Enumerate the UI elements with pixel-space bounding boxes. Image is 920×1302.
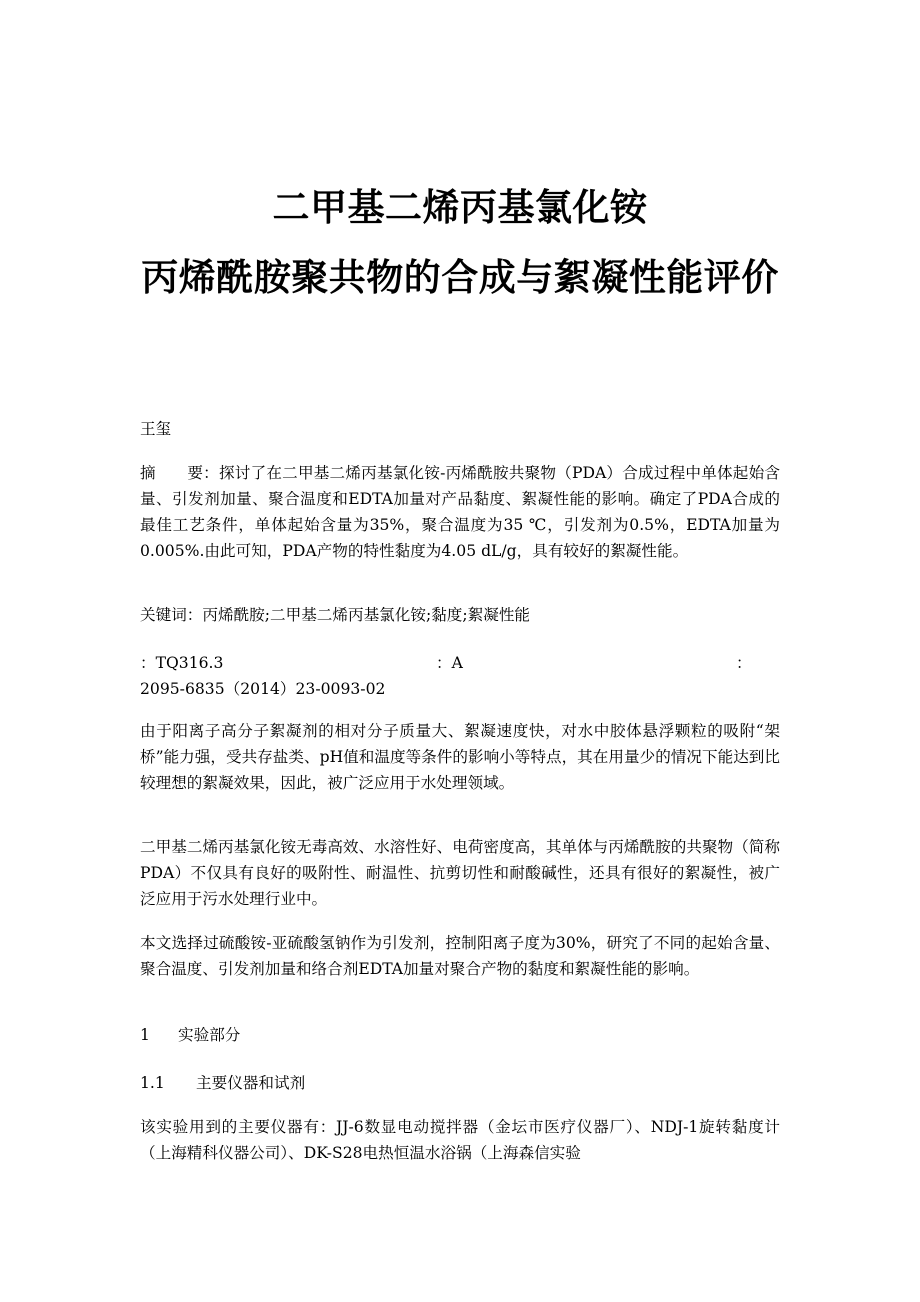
title-line-1: 二甲基二烯丙基氯化铵 xyxy=(272,186,648,229)
section-title: 实验部分 xyxy=(178,1026,241,1044)
author: 王玺 xyxy=(140,420,172,438)
body-paragraph-4: 该实验用到的主要仪器有：JJ-6数显电动搅拌器（金坛市医疗仪器厂）、NDJ-1旋转黏度计（上海精科仪器公司）、DK-S28电热恒温水浴锅（上海森信实验 xyxy=(140,1118,780,1162)
keywords: 关键词：丙烯酰胺;二甲基二烯丙基氯化铵;黏度;絮凝性能 xyxy=(140,606,531,624)
section-heading-1 xyxy=(140,1022,780,1048)
subsection-number: 1.1 xyxy=(140,1074,165,1092)
body-paragraph-3: 本文选择过硫酸铵-亚硫酸氢钠作为引发剂，控制阳离子度为30%，研究了不同的起始含量、聚合温度、引发剂加量和络合剂EDTA加量对聚合产物的黏度和絮凝性能的影响。 xyxy=(140,934,780,978)
clc-number: ：TQ316.3 xyxy=(140,654,224,672)
body-paragraph-2: 二甲基二烯丙基氯化铵无毒高效、水溶性好、电荷密度高，其单体与丙烯酰胺的共聚物（简称PDA）不仅具有良好的吸附性、耐温性、抗剪切性和耐酸碱性，还具有很好的絮凝性，被广泛应用于污水处理行业中。 xyxy=(140,838,780,908)
section-heading-1-1 xyxy=(140,1070,780,1096)
article-number: 2095-6835（2014）23-0093-02 xyxy=(140,680,386,698)
subsection-title: 主要仪器和试剂 xyxy=(196,1074,306,1092)
title-line-2: 丙烯酰胺聚共物的合成与絮凝性能评价 xyxy=(141,256,779,299)
abstract: 摘 要：探讨了在二甲基二烯丙基氯化铵-丙烯酰胺共聚物（PDA）合成过程中单体起始含量、引发剂加量、聚合温度和EDTA加量对产品黏度、絮凝性能的影响。确定了PDA合成的最佳工艺条件，单体起始含量为35%，聚合温度为35 ℃，引发剂为0.5%，EDTA加量为0.005%.由此可知，PDA产物的特性黏度为4.05 dL/g，具有较好的絮凝性能。 xyxy=(140,464,780,560)
classification-row xyxy=(140,650,780,676)
document-code: ：A xyxy=(436,654,463,672)
section-number: 1 xyxy=(140,1026,150,1044)
article-label: ： xyxy=(736,654,752,672)
body-paragraph-1: 由于阳离子高分子絮凝剂的相对分子质量大、絮凝速度快，对水中胶体悬浮颗粒的吸附“架桥”能力强，受共存盐类、pH值和温度等条件的影响小等特点，其在用量少的情况下能达到比较理想的絮凝效果，因此，被广泛应用于水处理领域。 xyxy=(140,722,780,792)
